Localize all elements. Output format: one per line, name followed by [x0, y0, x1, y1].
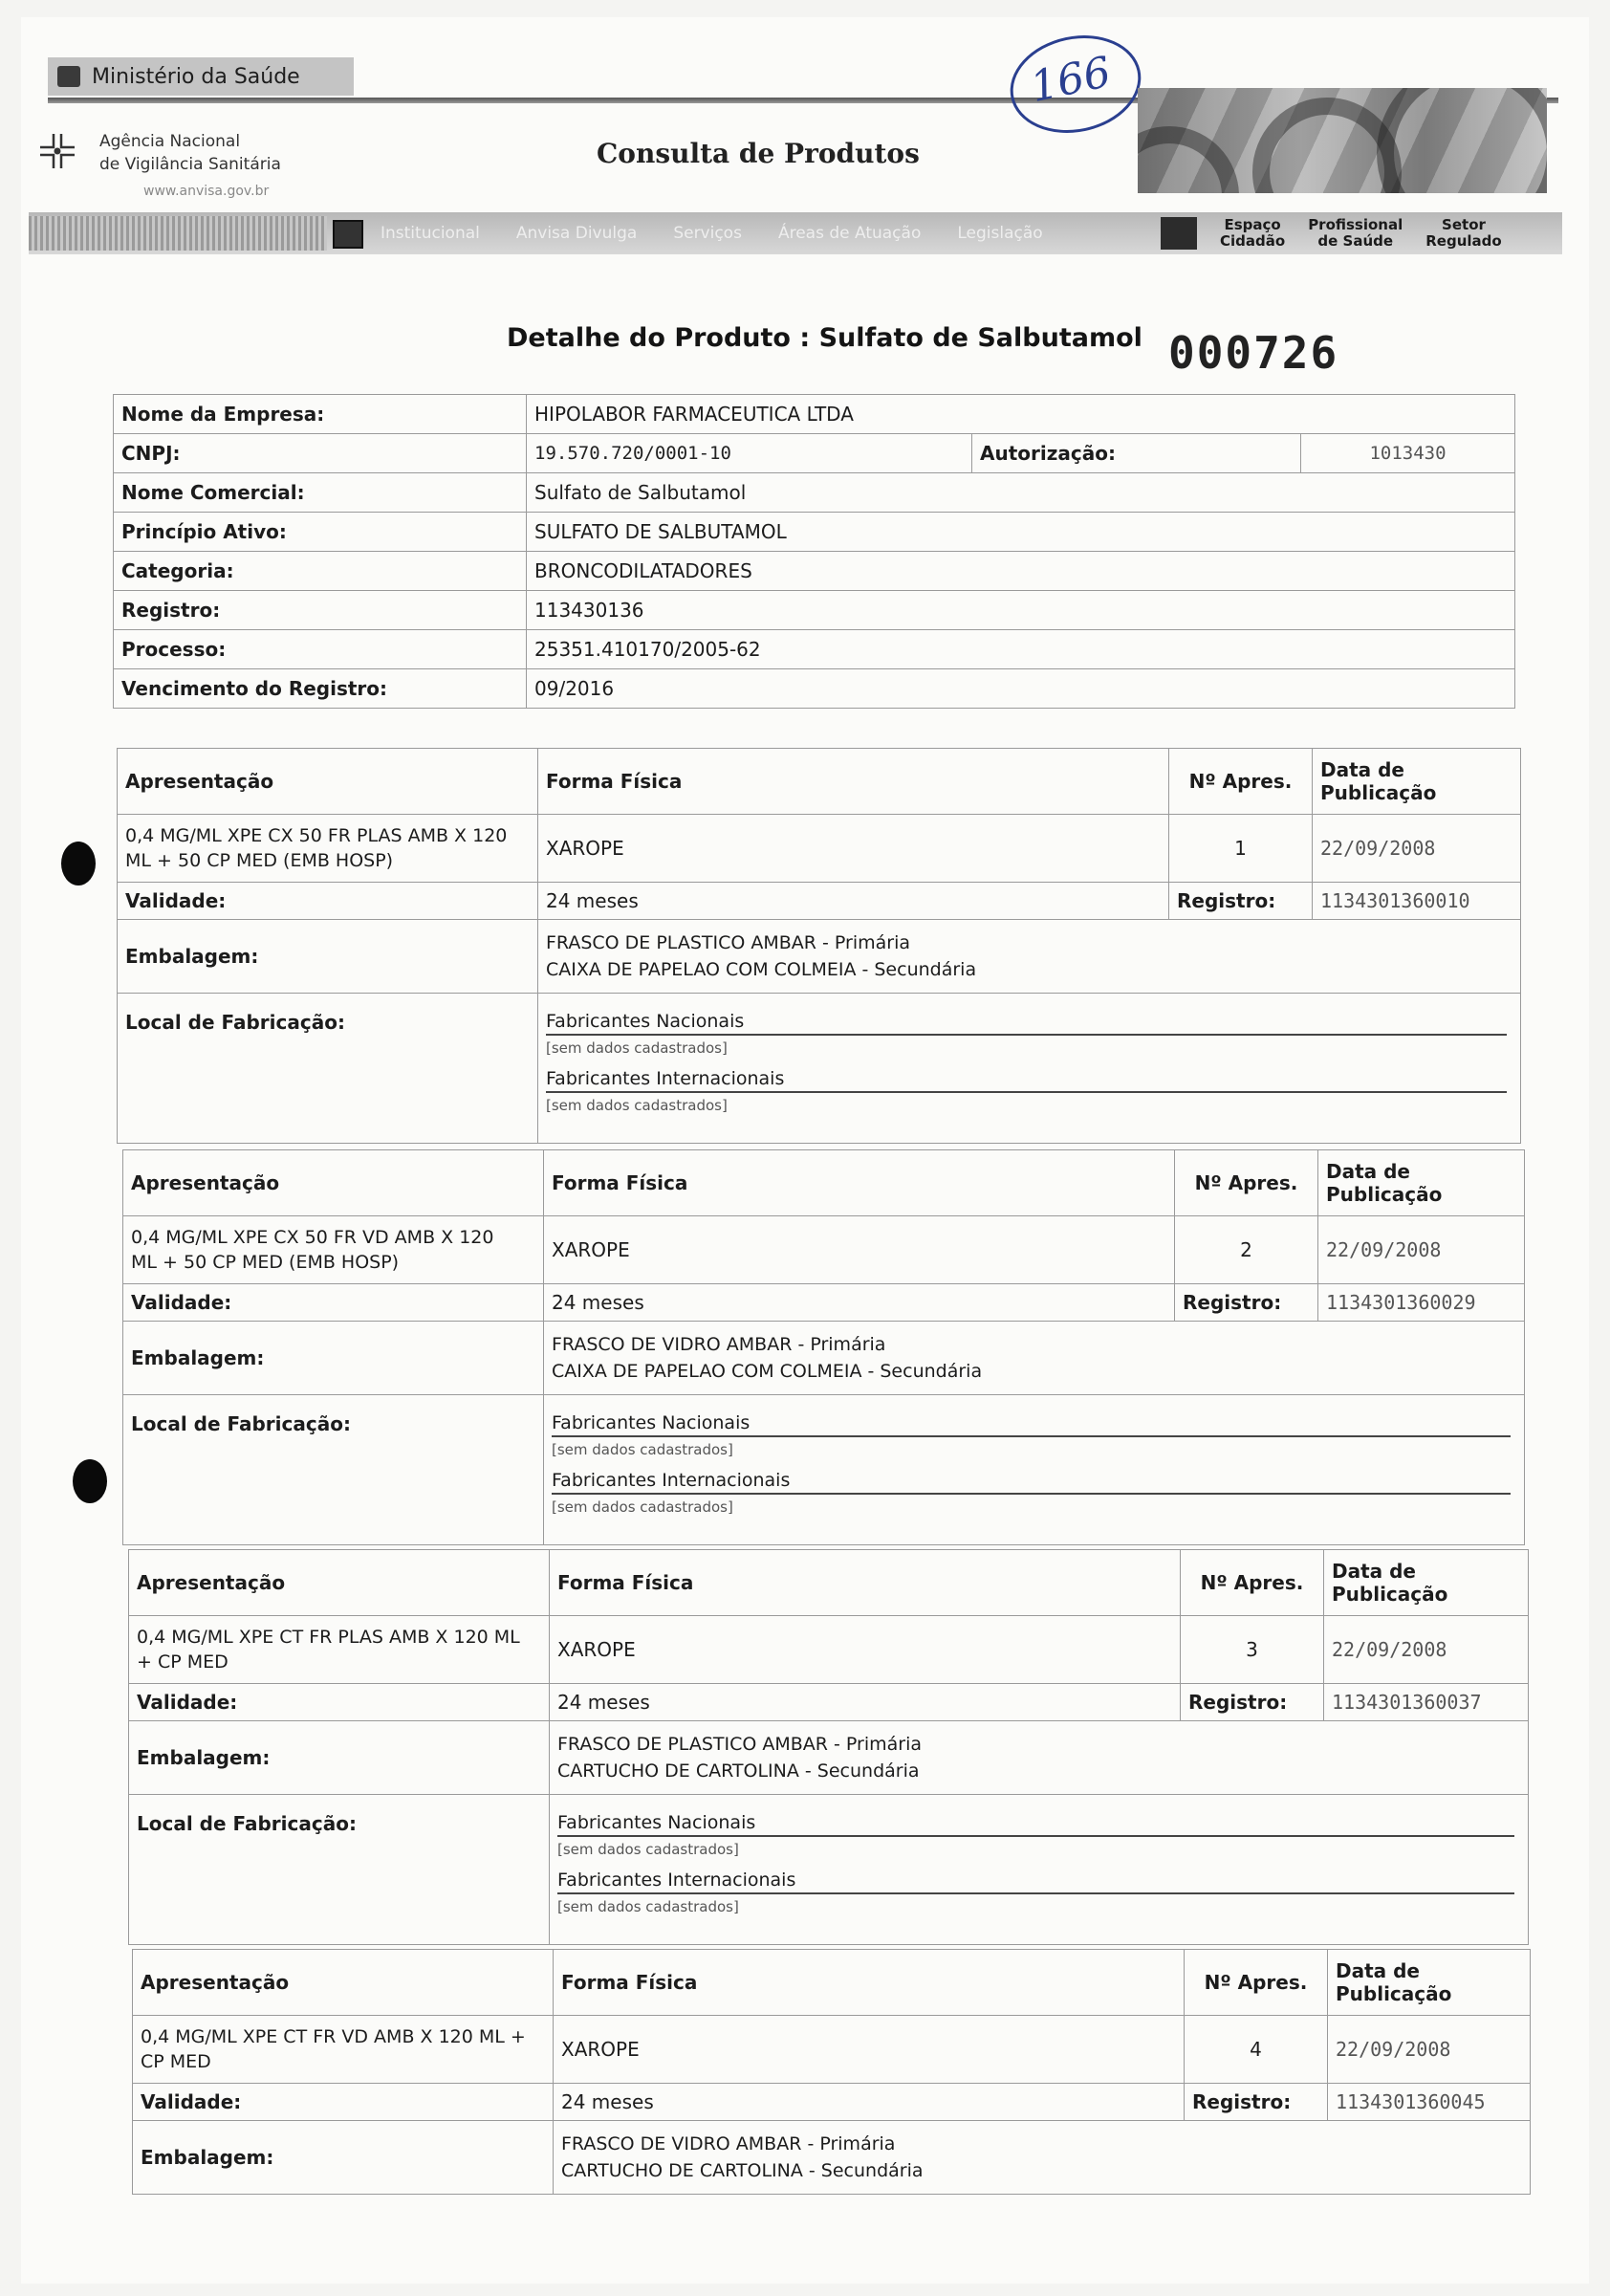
embalagem-label: Embalagem:	[123, 1322, 544, 1395]
nav-item-institucional[interactable]: Institucional	[381, 224, 480, 243]
forma-header: Forma Física	[554, 1950, 1185, 2016]
fabricantes-cell	[544, 1395, 1525, 1545]
registro-value: 113430136	[527, 591, 1515, 630]
fab-internacionais-link[interactable]: Fabricantes Internacionais	[552, 1470, 1511, 1495]
presentation-3	[128, 1549, 1529, 1945]
local-label: Local de Fabricação:	[118, 994, 538, 1144]
header-photo	[1138, 88, 1547, 193]
forma-header: Forma Física	[544, 1150, 1175, 1216]
product-title: Detalhe do Produto : Sulfato de Salbutamol	[507, 323, 1142, 353]
fabricantes-cell	[550, 1795, 1529, 1945]
fab-internacionais-empty: [sem dados cadastrados]	[552, 1498, 733, 1516]
embalagem-value: FRASCO DE VIDRO AMBAR - Primária CAIXA DE PAPELAO COM COLMEIA - Secundária	[544, 1322, 1525, 1395]
empresa-value: HIPOLABOR FARMACEUTICA LTDA	[527, 395, 1515, 434]
validade-label: Validade:	[123, 1284, 544, 1322]
napres-header: Nº Apres.	[1185, 1950, 1328, 2016]
fab-nacionais-empty: [sem dados cadastrados]	[546, 1039, 728, 1057]
presentation-1	[117, 748, 1521, 1144]
napres-value: 2	[1175, 1216, 1318, 1284]
categoria-label: Categoria:	[114, 552, 527, 591]
cnpj-label: CNPJ:	[114, 434, 527, 473]
validade-value: 24 meses	[554, 2084, 1185, 2121]
data-pub-header: Data de Publicação	[1324, 1550, 1529, 1616]
data-pub-value: 22/09/2008	[1313, 815, 1521, 883]
napres-value: 4	[1185, 2016, 1328, 2084]
ministry-name: Ministério da Saúde	[92, 64, 300, 89]
ministry-logo-icon	[57, 66, 80, 87]
anvisa-logo-block[interactable]	[29, 105, 344, 210]
fab-nacionais-empty: [sem dados cadastrados]	[557, 1841, 739, 1858]
forma-value: XAROPE	[538, 815, 1169, 883]
forma-header: Forma Física	[538, 749, 1169, 815]
validade-label: Validade:	[129, 1684, 550, 1721]
napres-header: Nº Apres.	[1175, 1150, 1318, 1216]
local-label: Local de Fabricação:	[123, 1395, 544, 1545]
data-pub-header: Data de Publicação	[1328, 1950, 1531, 2016]
nav-search-area[interactable]	[29, 216, 327, 251]
validade-label: Validade:	[118, 883, 538, 920]
data-pub-value: 22/09/2008	[1328, 2016, 1531, 2084]
napres-value: 3	[1181, 1616, 1324, 1684]
processo-label: Processo:	[114, 630, 527, 669]
cnpj-value: 19.570.720/0001-10	[527, 434, 972, 473]
data-pub-header: Data de Publicação	[1318, 1150, 1525, 1216]
anvisa-cross-icon	[38, 132, 76, 170]
punch-hole-bottom	[73, 1459, 107, 1503]
embalagem-label: Embalagem:	[133, 2121, 554, 2195]
page-title: Consulta de Produtos	[597, 138, 920, 169]
autorizacao-value: 1013430	[1301, 434, 1515, 473]
fab-internacionais-link[interactable]: Fabricantes Internacionais	[546, 1068, 1507, 1093]
ministry-banner[interactable]	[48, 57, 354, 96]
apresentacao-desc: 0,4 MG/ML XPE CX 50 FR PLAS AMB X 120 ML + 50 CP MED (EMB HOSP)	[118, 815, 538, 883]
fab-nacionais-empty: [sem dados cadastrados]	[552, 1441, 733, 1458]
autorizacao-label: Autorização:	[972, 434, 1301, 473]
registro-label: Registro:	[1175, 1284, 1318, 1322]
validade-value: 24 meses	[544, 1284, 1175, 1322]
data-pub-value: 22/09/2008	[1318, 1216, 1525, 1284]
fab-internacionais-empty: [sem dados cadastrados]	[546, 1097, 728, 1114]
embalagem-value: FRASCO DE VIDRO AMBAR - Primária CARTUCHO DE CARTOLINA - Secundária	[554, 2121, 1531, 2195]
profile-setor-regulado[interactable]: Setor Regulado	[1425, 216, 1502, 250]
registro-label: Registro:	[114, 591, 527, 630]
apresentacao-header: Apresentação	[123, 1150, 544, 1216]
categoria-value: BRONCODILATADORES	[527, 552, 1515, 591]
fabricantes-cell	[538, 994, 1521, 1144]
punch-hole-top	[61, 842, 96, 886]
fab-internacionais-empty: [sem dados cadastrados]	[557, 1898, 739, 1915]
nav-item-legislacao[interactable]: Legislação	[957, 224, 1043, 243]
registro-value: 1134301360029	[1318, 1284, 1525, 1322]
apresentacao-header: Apresentação	[118, 749, 538, 815]
apresentacao-header: Apresentação	[133, 1950, 554, 2016]
napres-header: Nº Apres.	[1181, 1550, 1324, 1616]
anvisa-name: Agência Nacional de Vigilância Sanitária	[99, 132, 281, 174]
fab-nacionais-link[interactable]: Fabricantes Nacionais	[557, 1812, 1514, 1837]
registro-value: 1134301360045	[1328, 2084, 1531, 2121]
empresa-label: Nome da Empresa:	[114, 395, 527, 434]
registro-value: 1134301360037	[1324, 1684, 1529, 1721]
apresentacao-desc: 0,4 MG/ML XPE CT FR PLAS AMB X 120 ML + CP MED	[129, 1616, 550, 1684]
validade-label: Validade:	[133, 2084, 554, 2121]
embalagem-value: FRASCO DE PLASTICO AMBAR - Primária CARTUCHO DE CARTOLINA - Secundária	[550, 1721, 1529, 1795]
validade-value: 24 meses	[538, 883, 1169, 920]
anvisa-url: www.anvisa.gov.br	[143, 184, 270, 199]
handwritten-page-number: 166	[1001, 24, 1150, 145]
data-pub-value: 22/09/2008	[1324, 1616, 1529, 1684]
nav-item-servicos[interactable]: Serviços	[673, 224, 742, 243]
fab-nacionais-link[interactable]: Fabricantes Nacionais	[552, 1412, 1511, 1437]
data-pub-header: Data de Publicação	[1313, 749, 1521, 815]
napres-header: Nº Apres.	[1169, 749, 1313, 815]
local-label: Local de Fabricação:	[129, 1795, 550, 1945]
registro-label: Registro:	[1181, 1684, 1324, 1721]
login-icon[interactable]	[333, 220, 363, 249]
registro-value: 1134301360010	[1313, 883, 1521, 920]
principio-value: SULFATO DE SALBUTAMOL	[527, 513, 1515, 552]
profile-profissional-saude[interactable]: Profissional de Saúde	[1308, 216, 1403, 250]
door-icon	[1161, 217, 1197, 250]
registro-label: Registro:	[1185, 2084, 1328, 2121]
product-info-table	[113, 394, 1515, 709]
fab-internacionais-link[interactable]: Fabricantes Internacionais	[557, 1870, 1514, 1894]
vencimento-label: Vencimento do Registro:	[114, 669, 527, 709]
napres-value: 1	[1169, 815, 1313, 883]
apresentacao-desc: 0,4 MG/ML XPE CX 50 FR VD AMB X 120 ML + 50 CP MED (EMB HOSP)	[123, 1216, 544, 1284]
forma-value: XAROPE	[550, 1616, 1181, 1684]
forma-value: XAROPE	[554, 2016, 1185, 2084]
embalagem-value: FRASCO DE PLASTICO AMBAR - Primária CAIXA DE PAPELAO COM COLMEIA - Secundária	[538, 920, 1521, 994]
apresentacao-header: Apresentação	[129, 1550, 550, 1616]
profile-espaco-cidadao[interactable]: Espaço Cidadão	[1220, 216, 1286, 250]
nav-item-anvisa-divulga[interactable]: Anvisa Divulga	[515, 224, 638, 243]
registro-label: Registro:	[1169, 883, 1313, 920]
comercial-value: Sulfato de Salbutamol	[527, 473, 1515, 513]
comercial-label: Nome Comercial:	[114, 473, 527, 513]
main-nav	[29, 212, 1562, 254]
vencimento-value: 09/2016	[527, 669, 1515, 709]
validade-value: 24 meses	[550, 1684, 1181, 1721]
forma-value: XAROPE	[544, 1216, 1175, 1284]
embalagem-label: Embalagem:	[129, 1721, 550, 1795]
presentation-4	[132, 1949, 1531, 2195]
nav-item-areas[interactable]: Áreas de Atuação	[777, 224, 922, 243]
fab-nacionais-link[interactable]: Fabricantes Nacionais	[546, 1011, 1507, 1036]
apresentacao-desc: 0,4 MG/ML XPE CT FR VD AMB X 120 ML + CP MED	[133, 2016, 554, 2084]
processo-value: 25351.410170/2005-62	[527, 630, 1515, 669]
embalagem-label: Embalagem:	[118, 920, 538, 994]
principio-label: Princípio Ativo:	[114, 513, 527, 552]
presentation-2	[122, 1149, 1525, 1545]
forma-header: Forma Física	[550, 1550, 1181, 1616]
stamp-number: 000726	[1168, 327, 1339, 379]
